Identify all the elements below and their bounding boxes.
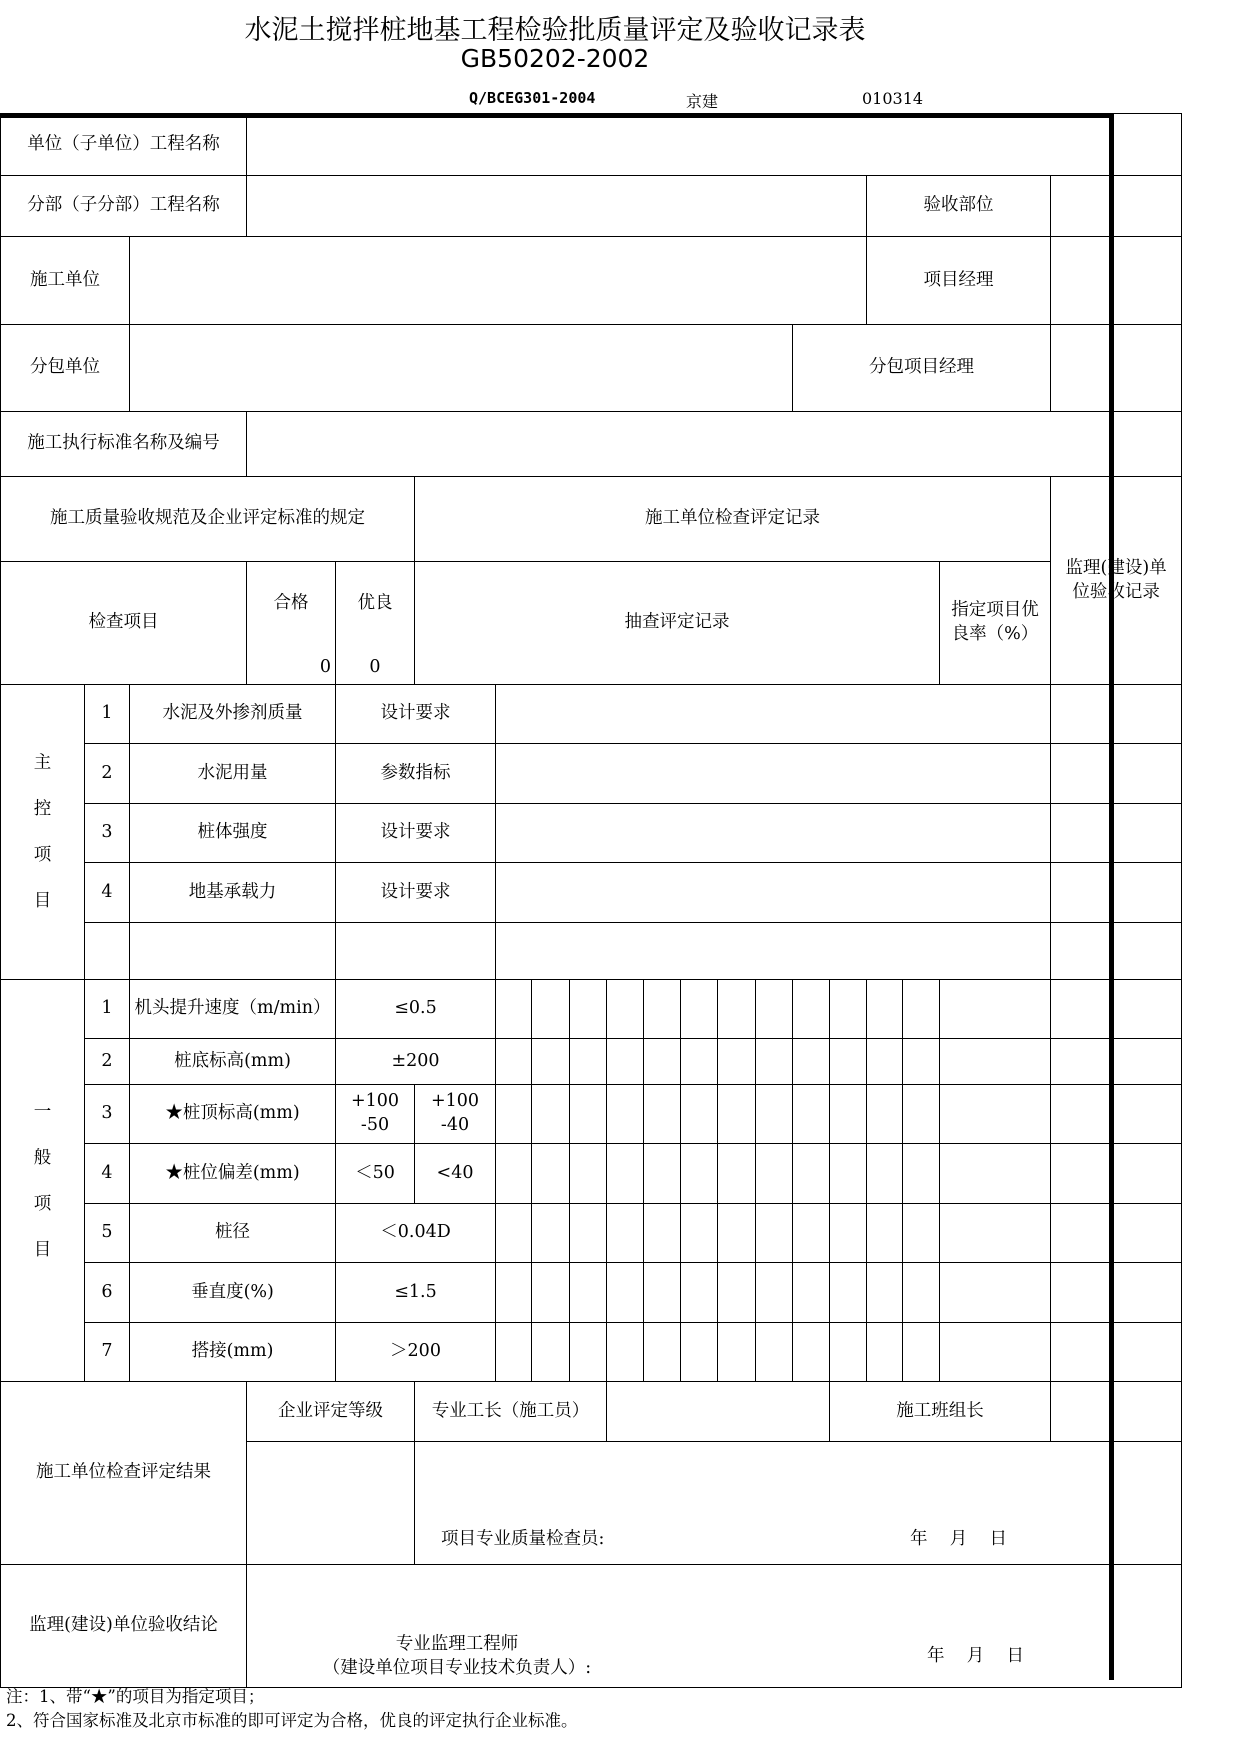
sample-cell[interactable] <box>570 1263 607 1323</box>
sample-cell[interactable] <box>867 1323 903 1382</box>
sample-cell[interactable] <box>867 1085 903 1144</box>
general-group-char: 目 <box>33 1239 52 1260</box>
sample-cell[interactable] <box>718 1323 756 1382</box>
standard-code: GB50202-2002 <box>460 44 650 73</box>
sample-cell[interactable] <box>718 980 756 1039</box>
supervisor-signature-area[interactable] <box>247 1565 1182 1688</box>
sample-cell[interactable] <box>793 980 830 1039</box>
sample-cell[interactable] <box>532 1323 570 1382</box>
main-item-no: 3 <box>85 804 130 863</box>
sample-cell[interactable] <box>570 1204 607 1263</box>
project-name-label: 单位（子单位）工程名称 <box>1 114 247 176</box>
sample-cell[interactable] <box>940 1144 1051 1204</box>
exec-standard-value[interactable] <box>247 412 1182 477</box>
supervisor-record-header <box>1051 477 1182 685</box>
sample-cell[interactable] <box>681 1144 718 1204</box>
supervisor-record-header-text: 监理(建设)单位验收记录 <box>1065 557 1167 602</box>
general-item-no: 6 <box>85 1263 130 1323</box>
form-number: 010314 <box>862 89 924 108</box>
sample-cell[interactable] <box>644 1039 681 1085</box>
main-item-name: 桩体强度 <box>130 804 336 863</box>
good-header-label: 优良 <box>357 593 393 613</box>
contractor-value[interactable] <box>130 237 867 325</box>
general-item-no: 2 <box>85 1039 130 1085</box>
sample-cell[interactable] <box>793 1085 830 1144</box>
sample-cell[interactable] <box>756 1323 793 1382</box>
sample-cell[interactable] <box>644 1204 681 1263</box>
sub-project-manager-value[interactable] <box>1051 325 1182 412</box>
main-item-record[interactable] <box>496 744 1051 804</box>
sample-cell[interactable] <box>867 1263 903 1323</box>
grade-value[interactable] <box>247 1442 415 1565</box>
sample-cell[interactable] <box>830 1039 867 1085</box>
sample-cell[interactable] <box>496 1039 532 1085</box>
general-items-group-label <box>1 980 85 1382</box>
main-item-requirement: 设计要求 <box>336 804 496 863</box>
team-leader-label: 施工班组长 <box>830 1382 1051 1442</box>
sample-cell[interactable] <box>718 1204 756 1263</box>
general-item-requirement: ±200 <box>336 1039 496 1085</box>
general-item-name: 搭接(mm) <box>130 1323 336 1382</box>
sample-cell[interactable] <box>718 1085 756 1144</box>
general-item-rate[interactable] <box>1051 980 1182 1039</box>
sample-cell[interactable] <box>793 1144 830 1204</box>
main-item-requirement: 设计要求 <box>336 685 496 744</box>
general-item-no: 5 <box>85 1204 130 1263</box>
main-group-char: 控 <box>33 799 52 819</box>
sample-cell[interactable] <box>718 1039 756 1085</box>
project-name-value[interactable] <box>247 114 1182 176</box>
main-item-requirement: 设计要求 <box>336 863 496 923</box>
general-item-name: 桩底标高(mm) <box>130 1039 336 1085</box>
grade-label: 企业评定等级 <box>247 1382 415 1442</box>
general-item-rate[interactable] <box>1051 1144 1182 1204</box>
main-item-record-empty[interactable] <box>496 923 1051 980</box>
sample-cell[interactable] <box>793 1039 830 1085</box>
rate-header-text: 指定项目优良率（%） <box>951 600 1039 644</box>
sample-cell[interactable] <box>830 980 867 1039</box>
sample-cell[interactable] <box>793 1323 830 1382</box>
main-item-record[interactable] <box>496 804 1051 863</box>
sample-cell[interactable] <box>830 1144 867 1204</box>
rate-header <box>940 562 1051 685</box>
sample-cell[interactable] <box>532 1204 570 1263</box>
form-title: 水泥土搅拌桩地基工程检验批质量评定及验收记录表 <box>244 15 866 46</box>
general-item-rate[interactable] <box>1051 1039 1182 1085</box>
sample-cell[interactable] <box>756 980 793 1039</box>
sample-cell[interactable] <box>496 1323 532 1382</box>
spec-header: 施工质量验收规范及企业评定标准的规定 <box>1 477 415 562</box>
sample-cell[interactable] <box>532 1263 570 1323</box>
main-item-no: 4 <box>85 863 130 923</box>
sample-cell[interactable] <box>903 1323 940 1382</box>
sample-cell[interactable] <box>718 1144 756 1204</box>
good-count: 0 <box>369 657 381 678</box>
pass-header <box>247 562 336 685</box>
sample-cell[interactable] <box>570 1085 607 1144</box>
sample-cell[interactable] <box>607 1204 644 1263</box>
main-group-char: 主 <box>33 753 52 773</box>
general-item-rate[interactable] <box>1051 1323 1182 1382</box>
sample-cell[interactable] <box>644 980 681 1039</box>
sub-project-manager-label: 分包项目经理 <box>793 325 1051 412</box>
owner-rep-label: （建设单位项目专业技术负责人）: <box>322 1658 592 1678</box>
main-item-requirement-empty[interactable] <box>336 923 496 980</box>
project-manager-value[interactable] <box>1051 237 1182 325</box>
inspection-part-label: 验收部位 <box>867 176 1051 237</box>
general-item-rate[interactable] <box>1051 1085 1182 1144</box>
general-item-no: 3 <box>85 1085 130 1144</box>
sample-cell[interactable] <box>607 980 644 1039</box>
pass-header-label: 合格 <box>273 593 309 613</box>
sample-cell[interactable] <box>496 1204 532 1263</box>
general-group-char: 项 <box>33 1193 52 1214</box>
general-item-requirement: ＜0.04D <box>336 1204 496 1263</box>
general-item-no: 7 <box>85 1323 130 1382</box>
note-1: 注：1、带“★”的项目为指定项目； <box>6 1687 265 1706</box>
sample-cell[interactable] <box>867 1204 903 1263</box>
sample-cell[interactable] <box>570 980 607 1039</box>
sample-cell[interactable] <box>644 1144 681 1204</box>
sample-cell[interactable] <box>867 1144 903 1204</box>
sample-cell[interactable] <box>940 980 1051 1039</box>
general-item-requirement: ≤0.5 <box>336 980 496 1039</box>
main-item-rate-empty[interactable] <box>1051 923 1182 980</box>
sample-cell[interactable] <box>830 1263 867 1323</box>
pass-count: 0 <box>319 657 331 678</box>
foreman-label: 专业工长（施工员） <box>415 1382 607 1442</box>
engineer-label: 专业监理工程师 <box>395 1634 519 1654</box>
general-item-req-pass: +100 -50 <box>336 1085 415 1144</box>
inspector-signature-area[interactable] <box>415 1442 1182 1565</box>
sample-cell[interactable] <box>756 1144 793 1204</box>
main-item-no: 2 <box>85 744 130 804</box>
sample-cell[interactable] <box>756 1085 793 1144</box>
general-item-name: ★桩顶标高(mm) <box>130 1085 336 1144</box>
main-item-rate[interactable] <box>1051 804 1182 863</box>
general-item-rate[interactable] <box>1051 1263 1182 1323</box>
sample-cell[interactable] <box>570 1039 607 1085</box>
sample-cell[interactable] <box>496 1263 532 1323</box>
sample-cell[interactable] <box>756 1263 793 1323</box>
main-item-record[interactable] <box>496 863 1051 923</box>
sample-cell[interactable] <box>681 1039 718 1085</box>
division-name-value[interactable] <box>247 176 867 237</box>
sample-cell[interactable] <box>940 1263 1051 1323</box>
sample-cell[interactable] <box>903 1144 940 1204</box>
general-item-no: 1 <box>85 980 130 1039</box>
sample-cell[interactable] <box>607 1263 644 1323</box>
sample-cell[interactable] <box>532 1085 570 1144</box>
sample-cell[interactable] <box>607 1039 644 1085</box>
general-item-no: 4 <box>85 1144 130 1204</box>
sample-cell[interactable] <box>644 1085 681 1144</box>
main-group-char: 目 <box>33 891 52 911</box>
sample-cell[interactable] <box>940 1323 1051 1382</box>
sample-cell[interactable] <box>903 980 940 1039</box>
inspector-label: 项目专业质量检查员: <box>441 1529 605 1550</box>
inspection-form-table <box>0 113 1182 1688</box>
contractor-result-label: 施工单位检查评定结果 <box>1 1382 247 1565</box>
inspector-date: 年 月 日 <box>910 1529 1008 1550</box>
foreman-value[interactable] <box>607 1382 830 1442</box>
general-item-req-good: +100 -40 <box>415 1085 496 1144</box>
sample-cell[interactable] <box>607 1323 644 1382</box>
general-item-name: 垂直度(%) <box>130 1263 336 1323</box>
main-item-rate[interactable] <box>1051 744 1182 804</box>
sample-cell[interactable] <box>793 1204 830 1263</box>
general-item-req-good: <40 <box>415 1144 496 1204</box>
contractor-label: 施工单位 <box>1 237 130 325</box>
main-items-group-label <box>1 685 85 980</box>
sample-cell[interactable] <box>681 1204 718 1263</box>
general-item-name: ★桩位偏差(mm) <box>130 1144 336 1204</box>
main-item-name: 水泥及外掺剂质量 <box>130 685 336 744</box>
main-item-name-empty[interactable] <box>130 923 336 980</box>
sample-cell[interactable] <box>718 1263 756 1323</box>
general-item-rate[interactable] <box>1051 1204 1182 1263</box>
general-item-name: 机头提升速度（m/min） <box>130 980 336 1039</box>
general-item-requirement: ≤1.5 <box>336 1263 496 1323</box>
city-code: 京建 <box>686 92 719 111</box>
sample-cell[interactable] <box>940 1085 1051 1144</box>
sample-cell[interactable] <box>903 1085 940 1144</box>
sample-cell[interactable] <box>570 1144 607 1204</box>
division-name-label: 分部（子分部）工程名称 <box>1 176 247 237</box>
sample-cell[interactable] <box>496 1144 532 1204</box>
sample-cell[interactable] <box>496 980 532 1039</box>
sample-cell[interactable] <box>681 1323 718 1382</box>
good-header <box>336 562 415 685</box>
sample-cell[interactable] <box>607 1085 644 1144</box>
general-item-name: 桩径 <box>130 1204 336 1263</box>
item-header: 检查项目 <box>1 562 247 685</box>
main-item-requirement: 参数指标 <box>336 744 496 804</box>
sample-cell[interactable] <box>830 1204 867 1263</box>
sample-cell[interactable] <box>867 980 903 1039</box>
sample-cell[interactable] <box>681 980 718 1039</box>
sample-cell[interactable] <box>830 1323 867 1382</box>
general-item-req-pass: ＜50 <box>336 1144 415 1204</box>
exec-standard-label: 施工执行标准名称及编号 <box>1 412 247 477</box>
general-item-requirement: ＞200 <box>336 1323 496 1382</box>
subcontractor-label: 分包单位 <box>1 325 130 412</box>
record-header: 施工单位检查评定记录 <box>415 477 1051 562</box>
sample-cell[interactable] <box>570 1323 607 1382</box>
sample-cell[interactable] <box>681 1085 718 1144</box>
main-item-rate[interactable] <box>1051 685 1182 744</box>
sample-cell[interactable] <box>607 1144 644 1204</box>
sampling-header: 抽查评定记录 <box>415 562 940 685</box>
sample-cell[interactable] <box>496 1085 532 1144</box>
sample-cell[interactable] <box>756 1204 793 1263</box>
sample-cell[interactable] <box>644 1323 681 1382</box>
sample-cell[interactable] <box>867 1039 903 1085</box>
sample-cell[interactable] <box>940 1039 1051 1085</box>
sample-cell[interactable] <box>903 1204 940 1263</box>
main-item-no-empty <box>85 923 130 980</box>
main-item-name: 水泥用量 <box>130 744 336 804</box>
supervisor-conclusion-label: 监理(建设)单位验收结论 <box>1 1565 247 1688</box>
main-group-char: 项 <box>33 845 52 865</box>
main-item-rate[interactable] <box>1051 863 1182 923</box>
subcontractor-value[interactable] <box>130 325 793 412</box>
supervisor-date: 年 月 日 <box>927 1646 1025 1666</box>
sample-cell[interactable] <box>940 1204 1051 1263</box>
main-item-name: 地基承载力 <box>130 863 336 923</box>
sample-cell[interactable] <box>830 1085 867 1144</box>
enterprise-code: Q/BCEG301-2004 <box>469 89 596 107</box>
inspection-part-value[interactable] <box>1051 176 1182 237</box>
sample-cell[interactable] <box>532 1144 570 1204</box>
project-manager-label: 项目经理 <box>867 237 1051 325</box>
main-item-record[interactable] <box>496 685 1051 744</box>
sample-cell[interactable] <box>903 1263 940 1323</box>
main-item-no: 1 <box>85 685 130 744</box>
sample-cell[interactable] <box>532 980 570 1039</box>
note-2: 2、符合国家标准及北京市标准的即可评定为合格，优良的评定执行企业标准。 <box>6 1711 578 1730</box>
sample-cell[interactable] <box>681 1263 718 1323</box>
sample-cell[interactable] <box>532 1039 570 1085</box>
general-group-char: 般 <box>33 1147 52 1168</box>
sample-cell[interactable] <box>644 1263 681 1323</box>
sample-cell[interactable] <box>903 1039 940 1085</box>
team-leader-value[interactable] <box>1051 1382 1182 1442</box>
sample-cell[interactable] <box>793 1263 830 1323</box>
general-group-char: 一 <box>33 1101 52 1122</box>
sample-cell[interactable] <box>756 1039 793 1085</box>
